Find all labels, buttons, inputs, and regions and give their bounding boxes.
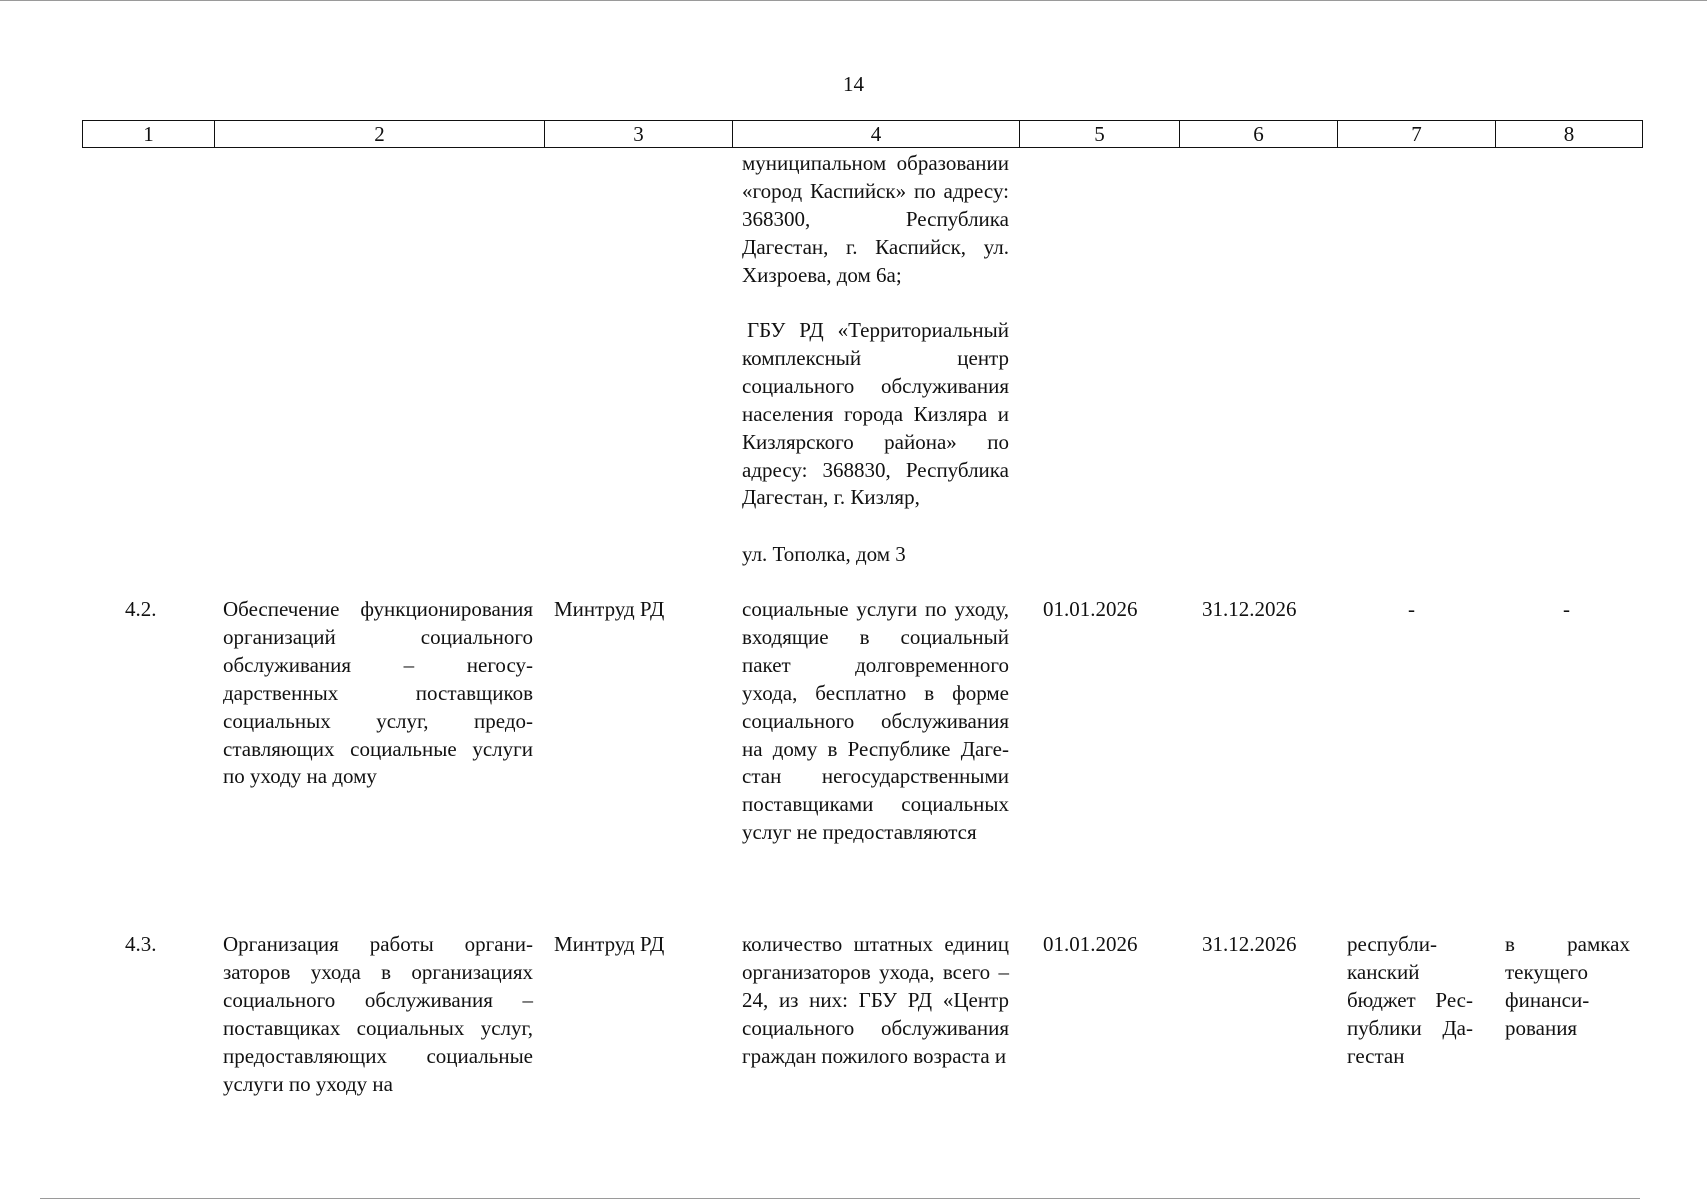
column-header-6: 6	[1180, 121, 1338, 148]
column-header-1: 1	[83, 121, 215, 148]
end-date: 31.12.2026	[1202, 932, 1297, 956]
top-edge-line	[0, 0, 1707, 1]
column-header-3: 3	[545, 121, 733, 148]
expected-result: количество штатных единиц организаторов ухода, всего – 24, из них: ГБУ РД «Центр социального обслуживания граждан пожилого возраста и	[742, 932, 1009, 1068]
continuation-result-part3: ул. Тополка, дом 3	[742, 542, 906, 566]
funding-volume: -	[1563, 597, 1570, 621]
column-header-4: 4	[733, 121, 1020, 148]
bottom-edge-line	[40, 1198, 1640, 1199]
column-header-5: 5	[1020, 121, 1180, 148]
column-header-row	[82, 120, 1643, 148]
start-date: 01.01.2026	[1043, 597, 1138, 621]
measure-name: Обеспечение функционирования организаций социального обслуживания – негосударственных поставщиков социальных услуг, предоставляющих социальные услуги по уходу на дому	[223, 597, 533, 789]
end-date: 31.12.2026	[1202, 597, 1297, 621]
column-header-8: 8	[1496, 121, 1643, 148]
funding-volume: в рамках текущего финансирования	[1505, 932, 1630, 1040]
column-header-7: 7	[1338, 121, 1496, 148]
column-header-2: 2	[215, 121, 545, 148]
continuation-result-part2: ГБУ РД «Территориальный комплексный центр социального обслуживания населения города Кизляра и Кизлярского района» по адресу: 368830, Республика Дагестан, г. Кизляр,	[742, 318, 1009, 510]
executor: Минтруд РД	[554, 932, 665, 956]
expected-result: социальные услуги по уходу, входящие в социальный пакет долговременного ухода, бесплатно в форме социального обслуживания на дому в Республике Дагестан негосударственными поставщиками социальных услуг не предоставляются	[742, 597, 1009, 845]
row-number: 4.2.	[125, 597, 157, 621]
executor: Минтруд РД	[554, 597, 665, 621]
page-number: 14	[843, 72, 864, 96]
start-date: 01.01.2026	[1043, 932, 1138, 956]
continuation-result-part1: муниципальном образовании «город Каспийск» по адресу: 368300, Республика Дагестан, г. Каспийск, ул. Хизроева, дом 6а;	[742, 151, 1009, 287]
row-number: 4.3.	[125, 932, 157, 956]
funding-source: -	[1408, 597, 1415, 621]
funding-source: республиканский бюджет Республики Дагестан	[1347, 932, 1473, 1068]
measure-name: Организация работы организаторов ухода в организациях социального обслуживания – поставщиках социальных услуг, предоставляющих социальные услуги по уходу на	[223, 932, 533, 1096]
